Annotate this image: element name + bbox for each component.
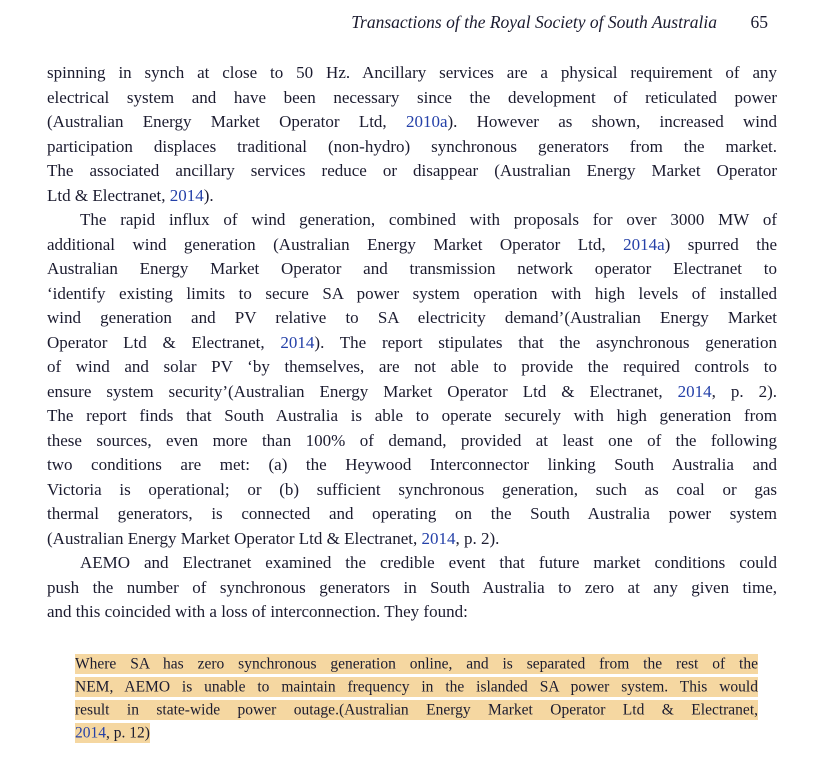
citation-link[interactable]: 2014	[75, 724, 106, 741]
text-segment: , p. 2).	[455, 528, 500, 548]
text-line-content	[47, 186, 214, 205]
text-line-content	[47, 63, 777, 82]
text-line-content	[75, 723, 150, 743]
text-segment: ).	[203, 185, 214, 205]
text-segment: Victoria is operational; or (b) sufficient synchronous generation, such as coal or gas	[47, 479, 777, 499]
text-segment: The rapid influx of wind generation, combined with proposals for over 3000 MW of	[80, 210, 777, 229]
text-line-content	[47, 602, 468, 621]
text-line	[47, 380, 777, 405]
text-line	[75, 698, 758, 721]
text-line	[47, 331, 777, 356]
text-line-content	[47, 284, 777, 303]
text-line-content	[47, 112, 777, 131]
text-line-content	[47, 88, 777, 107]
text-line	[47, 61, 777, 86]
text-segment: ‘identify existing limits to secure SA power system operation with high levels of installed	[47, 283, 777, 303]
text-line	[47, 86, 777, 111]
text-line-content	[75, 654, 758, 674]
text-line-content	[47, 504, 777, 523]
text-line-content	[47, 431, 777, 450]
text-segment: participation displaces traditional (non-hydro) synchronous generators from the market.	[47, 136, 777, 156]
text-segment: Ltd & Electranet,	[47, 185, 170, 205]
text-line-content	[75, 677, 758, 697]
running-head	[0, 12, 819, 38]
text-line-content	[47, 161, 777, 180]
text-line-content	[47, 455, 777, 474]
text-line-content	[47, 357, 777, 376]
text-segment: two conditions are met: (a) the Heywood Interconnector linking South Australia and	[47, 455, 777, 474]
text-segment: , p. 2).	[711, 381, 777, 401]
citation-link[interactable]: 2014	[169, 185, 204, 205]
text-line	[47, 159, 777, 184]
text-line	[47, 184, 777, 209]
text-line	[47, 576, 777, 601]
text-segment: Operator Ltd & Electranet,	[47, 332, 281, 352]
page-number: 65	[750, 12, 768, 32]
text-line	[47, 282, 777, 307]
paragraph	[47, 551, 777, 625]
text-segment: of wind and solar PV ‘by themselves, are not able to provide the required controls to	[47, 357, 777, 376]
running-head-title: Transactions of the Royal Society of South Australia	[351, 12, 717, 32]
text-line	[47, 502, 777, 527]
text-line	[47, 551, 777, 576]
text-segment: wind generation and PV relative to SA electricity demand’(Australian Energy Market	[47, 308, 777, 327]
text-segment: ) spurred the	[664, 234, 777, 254]
text-line-content	[47, 235, 777, 254]
page-body	[47, 61, 777, 625]
text-segment: and this coincided with a loss of interconnection. They found:	[47, 602, 468, 621]
text-line	[47, 233, 777, 258]
text-line	[47, 208, 777, 233]
text-line-content	[47, 578, 777, 597]
text-line	[47, 306, 777, 331]
text-segment: push the number of synchronous generators in South Australia to zero at any given time,	[47, 577, 777, 597]
text-line-content	[75, 700, 758, 720]
citation-link[interactable]: 2014	[677, 381, 712, 401]
text-segment: spinning in synch at close to 50 Hz. Ancillary services are a physical requirement of any	[47, 63, 777, 82]
text-line-content	[47, 406, 777, 425]
text-segment: The associated ancillary services reduce or disappear (Australian Energy Market Operator	[47, 161, 777, 180]
citation-link[interactable]: 2014	[280, 332, 315, 352]
text-line	[47, 478, 777, 503]
text-line	[47, 355, 777, 380]
text-line	[47, 527, 777, 552]
text-segment: Where SA has zero synchronous generation online, and is separated from the rest of the	[75, 655, 758, 672]
text-line-content	[80, 553, 777, 572]
text-line	[47, 257, 777, 282]
text-line-content	[47, 382, 777, 401]
text-segment: The report finds that South Australia is able to operate securely with high generation from	[47, 406, 777, 425]
text-line	[75, 721, 758, 744]
text-line	[47, 453, 777, 478]
text-segment: ensure system security’(Australian Energy Market Operator Ltd & Electranet,	[47, 381, 678, 401]
text-line	[47, 600, 777, 625]
text-segment: (Australian Energy Market Operator Ltd & Electranet,	[47, 528, 422, 548]
text-line	[47, 404, 777, 429]
text-segment: Australian Energy Market Operator and transmission network operator Electranet to	[47, 259, 777, 278]
text-segment: , p. 12)	[106, 724, 150, 741]
text-line-content	[47, 137, 777, 156]
text-segment: thermal generators, is connected and operating on the South Australia power system	[47, 504, 777, 523]
text-segment: AEMO and Electranet examined the credible event that future market conditions could	[80, 553, 777, 572]
text-line	[75, 652, 758, 675]
text-segment: NEM, AEMO is unable to maintain frequency in the islanded SA power system. This would	[75, 678, 758, 695]
highlighted-quote	[75, 652, 758, 744]
paragraph	[47, 61, 777, 208]
text-segment: additional wind generation (Australian Energy Market Operator Ltd,	[47, 234, 624, 254]
text-segment: ). The report stipulates that the asynchronous generation	[314, 332, 778, 352]
citation-link[interactable]: 2014a	[623, 234, 665, 254]
text-segment: ). However as shown, increased wind	[447, 112, 777, 131]
text-line-content	[47, 259, 777, 278]
text-line-content	[47, 529, 499, 548]
citation-link[interactable]: 2010a	[405, 112, 448, 131]
text-line-content	[80, 210, 777, 229]
paragraph	[47, 208, 777, 551]
text-line-content	[47, 308, 777, 327]
text-line	[47, 429, 777, 454]
text-line-content	[47, 480, 777, 499]
text-line	[47, 135, 777, 160]
text-line-content	[47, 333, 777, 352]
text-line	[75, 675, 758, 698]
text-segment: electrical system and have been necessary since the development of reticulated power	[47, 87, 777, 107]
text-line	[47, 110, 777, 135]
text-segment: (Australian Energy Market Operator Ltd,	[47, 112, 406, 131]
citation-link[interactable]: 2014	[421, 528, 456, 548]
text-segment: result in state-wide power outage.(Australian Energy Market Operator Ltd & Electranet,	[75, 701, 758, 718]
text-segment: these sources, even more than 100% of demand, provided at least one of the following	[47, 430, 777, 450]
